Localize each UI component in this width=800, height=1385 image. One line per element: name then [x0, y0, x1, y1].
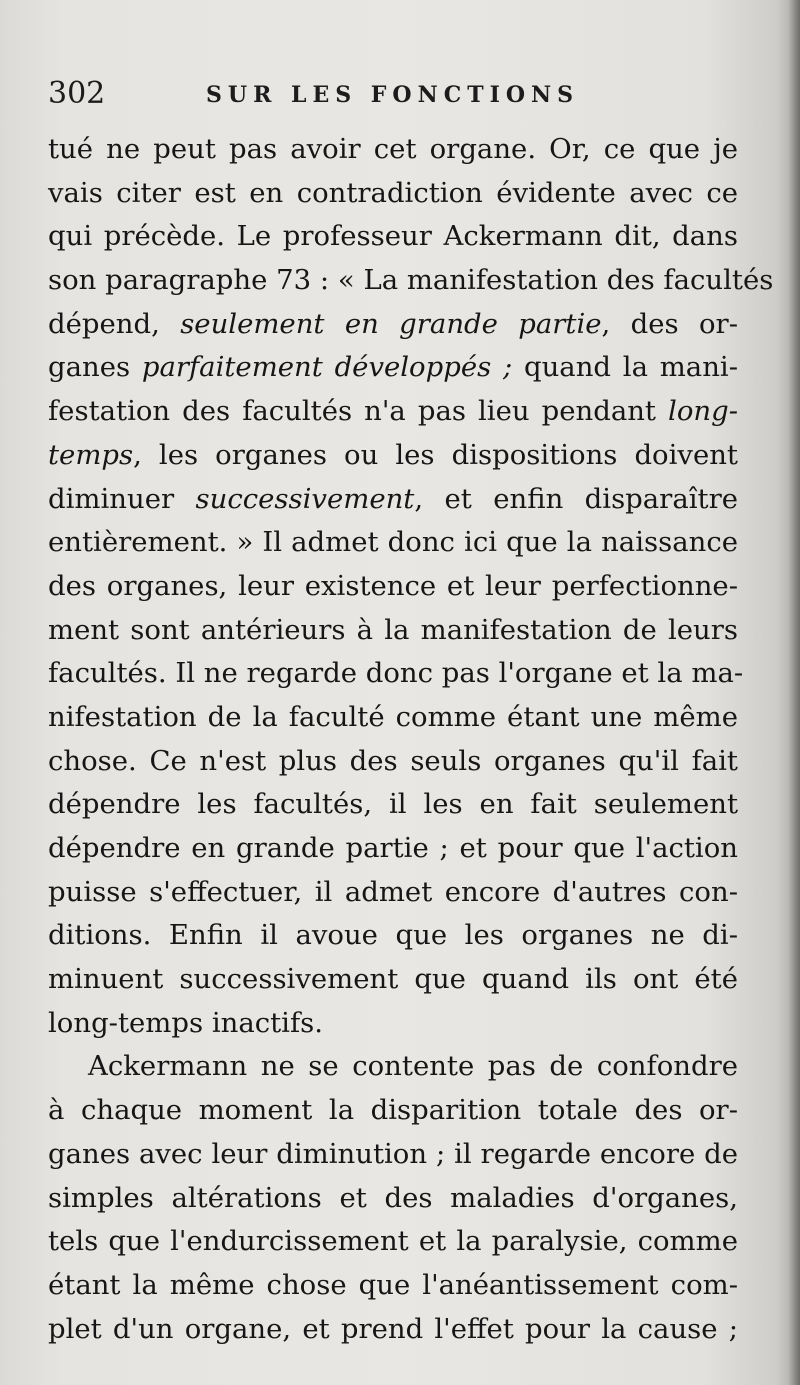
text-segment: Ackermann ne se contente pas de confondre	[88, 1050, 738, 1083]
page-header	[48, 76, 748, 120]
text-segment: , et enfin disparaître	[414, 482, 738, 515]
text-line	[48, 565, 738, 609]
text-segment: festation des facultés n'a pas lieu pendant	[48, 395, 669, 428]
text-segment: chose. Ce n'est plus des seuls organes qu'il fait	[48, 744, 738, 777]
text-segment: tels que l'endurcissement et la paralysie, comme	[48, 1225, 738, 1258]
text-segment: son paragraphe 73 : « La manifestation des facultés	[48, 264, 774, 297]
text-line	[48, 346, 738, 390]
text-segment: puisse s'effectuer, il admet encore d'autres con-	[48, 875, 738, 908]
text-segment: qui précède. Le professeur Ackermann dit, dans	[48, 220, 738, 253]
text-line	[48, 827, 738, 871]
text-line	[48, 871, 738, 915]
text-line	[48, 1002, 738, 1046]
running-head: SUR LES FONCTIONS	[206, 82, 580, 108]
italic-text: parfaitement développés ;	[141, 351, 513, 384]
text-segment: ganes avec leur diminution ; il regarde encore de	[48, 1137, 738, 1170]
text-segment: des organes, leur existence et leur perfectionne-	[48, 569, 738, 602]
text-line	[48, 172, 738, 216]
text-line	[48, 1045, 738, 1089]
text-segment: quand la mani-	[512, 351, 738, 384]
body-text	[48, 128, 774, 1351]
text-segment: dépendre les facultés, il les en fait seulement	[48, 788, 738, 821]
text-segment: diminuer	[48, 482, 196, 515]
text-line	[48, 1264, 738, 1308]
text-line	[48, 1089, 738, 1133]
text-line	[48, 521, 738, 565]
text-segment: , les organes ou les dispositions doivent	[133, 438, 738, 471]
text-line	[48, 1177, 738, 1221]
text-line	[48, 434, 738, 478]
text-line	[48, 783, 738, 827]
text-segment: nifestation de la faculté comme étant une même	[48, 700, 738, 733]
text-line	[48, 609, 738, 653]
text-line	[48, 390, 738, 434]
text-segment: ditions. Enfin il avoue que les organes ne di-	[48, 919, 738, 952]
page-number: 302	[48, 76, 106, 111]
text-segment: facultés. Il ne regarde donc pas l'organe et la ma-	[48, 657, 744, 690]
italic-text: successivement	[195, 482, 415, 515]
text-segment: , des or-	[601, 307, 738, 340]
text-line	[48, 478, 738, 522]
text-line	[48, 259, 774, 303]
italic-text: long-	[668, 395, 738, 428]
text-segment: vais citer est en contradiction évidente avec ce	[48, 176, 738, 209]
text-line	[48, 128, 738, 172]
text-segment: ment sont antérieurs à la manifestation de leurs	[48, 613, 738, 646]
text-line	[48, 303, 738, 347]
text-line	[48, 914, 738, 958]
text-segment: étant la même chose que l'anéantissement com-	[48, 1268, 738, 1301]
text-line	[48, 1220, 738, 1264]
text-line	[48, 1133, 738, 1177]
text-segment: ganes	[48, 351, 142, 384]
text-line	[48, 215, 738, 259]
page-gutter-shadow	[788, 0, 800, 1385]
text-segment: tué ne peut pas avoir cet organe. Or, ce que je	[48, 133, 738, 165]
text-segment: dépend,	[48, 307, 181, 340]
text-line	[48, 740, 738, 784]
text-segment: minuent successivement que quand ils ont été	[48, 963, 738, 996]
text-line	[48, 652, 744, 696]
text-segment: à chaque moment la disparition totale des or-	[48, 1094, 738, 1127]
text-segment: entièrement. » Il admet donc ici que la naissance	[48, 526, 738, 559]
text-segment: dépendre en grande partie ; et pour que l'action	[48, 832, 738, 864]
italic-text: temps	[48, 438, 134, 471]
text-line	[48, 958, 738, 1002]
text-segment: simples altérations et des maladies d'organes,	[48, 1181, 738, 1214]
italic-text: seulement en grande partie	[180, 307, 602, 340]
text-line	[48, 1308, 738, 1352]
text-segment: long-temps inactifs.	[48, 1006, 323, 1039]
text-segment: plet d'un organe, et prend l'effet pour la cause ;	[48, 1312, 738, 1345]
text-line	[48, 696, 738, 740]
